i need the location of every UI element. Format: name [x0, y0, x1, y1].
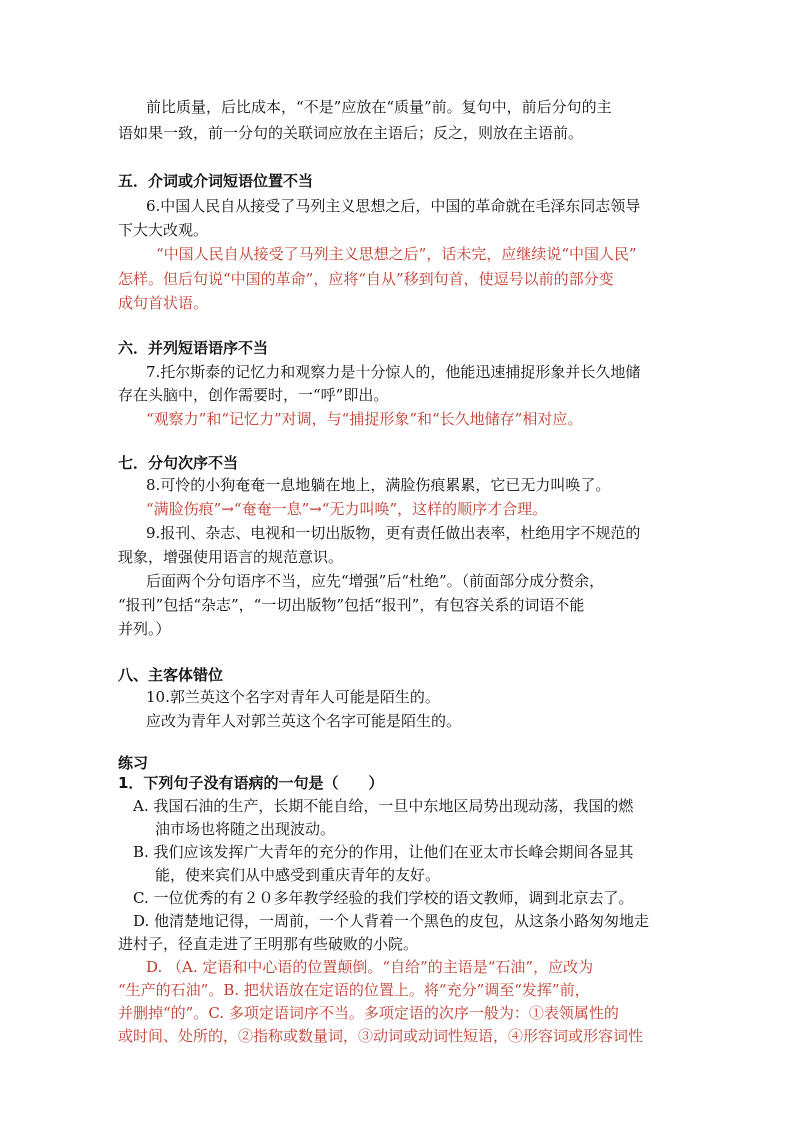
answer-line-2: “生产的石油”。B. 把状语放在定语的位置上。将“充分”调至“发挥”前，	[118, 981, 590, 999]
practice-heading: 练习	[118, 754, 149, 772]
note-6-line-3: 成句首状语。	[118, 294, 209, 312]
section-8-heading: 八、主客体错位	[118, 666, 224, 684]
option-c: C. 一位优秀的有２０多年教学经验的我们学校的语文教师，调到北京去了。	[133, 889, 634, 907]
option-b-line-2: 能，使来宾们从中感受到重庆青年的友好。	[155, 866, 441, 884]
note-6-line-2: 怎样。但后句说“中国的革命”，应将“自从”移到句首，使逗号以前的部分变	[118, 270, 614, 288]
note-10: 应改为青年人对郭兰英这个名字可能是陌生的。	[146, 712, 462, 730]
note-9-line-2: “报刊”包括“杂志”，“一切出版物”包括“报刊”，有包容关系的词语不能	[118, 596, 585, 614]
option-d-line-1: D. 他清楚地记得，一周前，一个人背着一个黑色的皮包，从这条小路匆匆地走	[133, 912, 650, 930]
answer-line-4: 或时间、处所的，②指称或数量词，③动词或动词性短语，④形容词或形容词性	[118, 1027, 644, 1045]
example-8: 8.可怜的小狗奄奄一息地躺在地上，满脸伤痕累累，它已无力叫唤了。	[146, 476, 611, 494]
option-d-line-2: 进村子，径直走进了王明那有些破败的小院。	[118, 935, 419, 953]
section-6-heading: 六．并列短语语序不当	[118, 339, 269, 357]
section-7-heading: 七．分句次序不当	[118, 454, 239, 472]
note-9-line-1: 后面两个分句语序不当，应先“增强”后“杜绝”。（前面部分成分赘余，	[146, 572, 605, 590]
option-b-line-1: B. 我们应该发挥广大青年的充分的作用，让他们在亚太市长峰会期间各显其	[133, 843, 634, 861]
section-5-heading: 五．介词或介词短语位置不当	[118, 172, 314, 190]
answer-line-1: D. （A. 定语和中心语的位置颠倒。“自给”的主语是“石油”，应改为	[146, 958, 594, 976]
note-6-line-1: “中国人民自从接受了马列主义思想之后”，话未完，应继续说“中国人民”	[156, 245, 637, 263]
example-10: 10.郭兰英这个名字对青年人可能是陌生的。	[146, 688, 440, 706]
example-7-line-2: 存在头脑中，创作需要时，一“呼”即出。	[118, 386, 389, 404]
example-7-line-1: 7.托尔斯泰的记忆力和观察力是十分惊人的，他能迅速捕捉形象并长久地储	[146, 363, 641, 381]
note-7-line-1: “观察力”和“记忆力”对调，与“捕捉形象”和“长久地储存”相对应。	[146, 410, 583, 428]
example-6-line-2: 下大大改观。	[118, 221, 209, 239]
note-9-line-3: 并列。）	[118, 620, 171, 638]
answer-line-3: 并删掉“的”。C. 多项定语词序不当。多项定语的次序一般为：①表领属性的	[118, 1004, 619, 1022]
option-a-line-2: 油市场也将随之出现波动。	[155, 820, 336, 838]
intro-line-1: 前比质量，后比成本，“不是”应放在“质量”前。复句中，前后分句的主	[146, 98, 612, 116]
example-9-line-1: 9.报刊、杂志、电视和一切出版物，更有责任做出表率，杜绝用字不规范的	[146, 524, 641, 542]
example-9-line-2: 现象，增强使用语言的规范意识。	[118, 548, 344, 566]
intro-line-2: 语如果一致，前一分句的关联词应放在主语后；反之，则放在主语前。	[118, 124, 584, 142]
option-a-line-1: A. 我国石油的生产，长期不能自给，一旦中东地区局势出现动荡，我国的燃	[133, 797, 634, 815]
note-8: “满脸伤痕”→“奄奄一息”→“无力叫唤”，这样的顺序才合理。	[146, 500, 548, 518]
example-6-line-1: 6.中国人民自从接受了马列主义思想之后，中国的革命就在毛泽东同志领导	[146, 197, 641, 215]
question-1-title: 1．下列句子没有语病的一句是（ ）	[118, 774, 384, 792]
